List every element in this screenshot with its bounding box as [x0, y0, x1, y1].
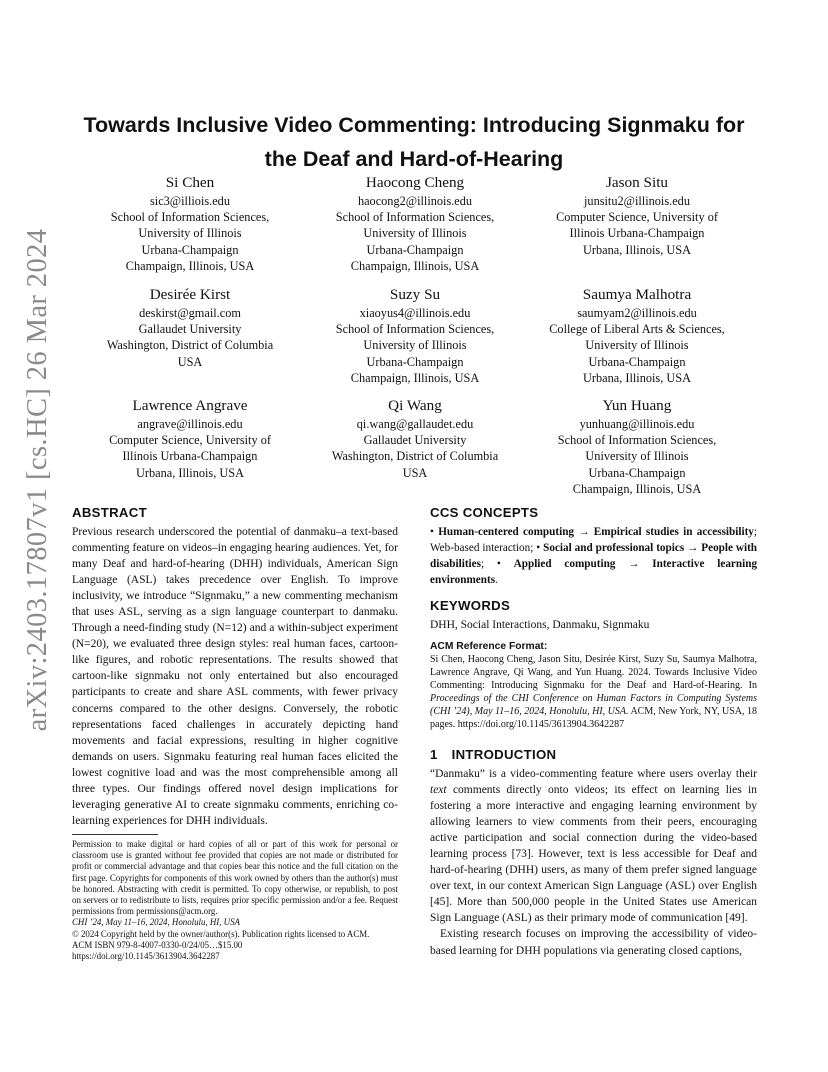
author-name: Qi Wang: [388, 397, 442, 414]
arrow: →: [687, 542, 699, 555]
author-affiliation: School of Information Sciences,: [110, 210, 270, 225]
author-email: angrave@illinois.edu: [137, 417, 243, 431]
introduction-heading: [430, 747, 757, 762]
author-name: Haocong Cheng: [365, 174, 465, 191]
author-affiliation: School of Information Sciences,: [335, 210, 495, 225]
ccs-text: [430, 524, 757, 588]
ccs-item: Interactive learning environments: [430, 558, 758, 587]
author-location: Urbana, Illinois, USA: [583, 242, 691, 257]
author-affiliation: Urbana-Champaign: [141, 242, 239, 257]
author-affiliation: Illinois Urbana-Champaign: [569, 226, 705, 241]
author-email: xiaoyus4@illinois.edu: [359, 306, 471, 320]
author-affiliation: College of Liberal Arts & Sciences,: [549, 322, 725, 337]
author-location: Champaign, Illinois, USA: [572, 481, 702, 496]
author-email: yunhuang@illinois.edu: [579, 417, 695, 431]
author-location: Champaign, Illinois, USA: [350, 258, 480, 273]
introduction-section: [430, 747, 757, 959]
author-block: [80, 173, 300, 274]
author-name: Si Chen: [165, 174, 215, 191]
ccs-item: Human-centered computing: [438, 526, 575, 538]
arrow: →: [628, 558, 640, 571]
author-email: saumyam2@illinois.edu: [577, 306, 697, 320]
abstract-heading: ABSTRACT: [72, 505, 147, 520]
arxiv-identifier-text: arXiv:2403.17807v1 [cs.HC] 26 Mar 2024: [22, 228, 53, 732]
separator: ;: [530, 542, 534, 555]
ccs-section: [430, 505, 757, 588]
keywords-section: [430, 598, 757, 633]
author-affiliation: School of Information Sciences,: [335, 322, 495, 337]
author-block: [305, 285, 525, 386]
author-block: [527, 173, 747, 258]
acm-reference-section: [430, 641, 757, 732]
author-block: [527, 396, 747, 497]
author-affiliation: Computer Science, University of: [556, 210, 718, 225]
doi-link[interactable]: https://doi.org/10.1145/3613904.3642287: [72, 951, 220, 962]
paper-title: [60, 108, 768, 176]
acm-reference-proceedings: Proceedings of the CHI Conference on Human Factors in Computing Systems (CHI ’24), May 11–16, 2024, Honolulu, HI, USA.: [430, 693, 757, 718]
acm-reference-publisher: ACM, New York, NY, USA, 18 pages. https://doi.org/10.1145/3613904.3642287: [430, 706, 758, 731]
author-affiliation: Computer Science, University of: [109, 433, 271, 448]
section-number: 1: [430, 747, 438, 762]
author-affiliation: University of Illinois: [138, 226, 242, 241]
venue-line: [72, 917, 398, 928]
author-affiliation: Gallaudet University: [138, 322, 242, 337]
author-name: Suzy Su: [389, 286, 441, 303]
intro-paragraph-1: [430, 766, 757, 926]
keywords-heading: KEYWORDS: [430, 598, 511, 613]
author-affiliation: Urbana-Champaign: [366, 242, 464, 257]
author-block: [305, 173, 525, 274]
author-block: [80, 396, 300, 481]
author-name: Desirée Kirst: [149, 286, 231, 303]
author-location: Champaign, Illinois, USA: [350, 370, 480, 385]
bullet: •: [536, 542, 541, 555]
author-name: Lawrence Angrave: [132, 397, 248, 414]
footnote-rule: [72, 834, 158, 835]
author-affiliation: Gallaudet University: [363, 433, 467, 448]
author-name: Saumya Malhotra: [582, 286, 692, 303]
author-name: Jason Situ: [605, 174, 669, 191]
author-email: deskirst@gmail.com: [139, 306, 241, 320]
author-location: Urbana, Illinois, USA: [136, 465, 244, 480]
abstract-text: Previous research underscored the potential of danmaku–a text-based commenting feature on videos–in engaging hearing audiences. Yet, for many Deaf and hard-of-hearing (DHH) individuals, American Sign Language (ASL) takes precedence over English. To improve inclusivity, we introduce “Signmaku,” a new commenting mechanism that uses ASL, serving as a sign language counterpart to danmaku. Through a need-finding study (N=12) and a within-subject experiment (N=20), we evaluated three design styles: real human faces, cartoon-like figures, and robotic representations. The results showed that cartoon-like signmaku not only entertained but also encouraged participants to create and share ASL comments, with fewer privacy concerns compared to the other designs. Conversely, the robotic representations faced challenges in accurately depicting hand movements and facial expressions, resulting in higher cognitive demands on users. Signmaku featuring real human faces elicited the lowest cognitive load and was the most comprehensible among all three types. Our findings offered novel design implications for leveraging generative AI to create signmaku comments, enriching co-learning experiences for DHH individuals.: [72, 526, 398, 827]
section-title: INTRODUCTION: [451, 747, 557, 762]
arrow: →: [578, 526, 590, 538]
author-email: junsitu2@illinois.edu: [584, 194, 690, 208]
author-affiliation: University of Illinois: [363, 226, 467, 241]
author-location: Washington, District of Columbia: [331, 449, 499, 464]
title-line-1: Towards Inclusive Video Commenting: Introducing Signmaku for: [83, 113, 745, 137]
intro-paragraph-2: Existing research focuses on improving the accessibility of video-based learning for DHH populations via generating closed captions,: [430, 928, 757, 957]
author-email: sic3@illiois.edu: [150, 194, 230, 208]
author-affiliation: University of Illinois: [585, 338, 689, 353]
author-affiliation: Urbana-Champaign: [366, 354, 464, 369]
author-affiliation: Urbana-Champaign: [588, 465, 686, 480]
period: .: [495, 574, 498, 587]
permission-block: [72, 839, 398, 962]
author-location: USA: [402, 465, 428, 480]
intro-p1-start: “Danmaku” is a video-commenting feature where users overlay their: [430, 768, 757, 780]
bullet: •: [496, 558, 501, 571]
author-affiliation: Illinois Urbana-Champaign: [122, 449, 258, 464]
title-line-2: the Deaf and Hard-of-Hearing: [264, 147, 564, 171]
acm-reference-heading: ACM Reference Format:: [430, 641, 548, 652]
separator: ;: [753, 526, 758, 538]
ccs-item: People with disabilities: [430, 542, 758, 571]
acm-reference-authors: Si Chen, Haocong Cheng, Jason Situ, Desirée Kirst, Suzy Su, Saumya Malhotra, Lawrence Angrave, Qi Wang, and Yun Huang. 2024. Towards Inclusive Video Commenting: Introducing Signmaku for the Deaf and Hard-of-Hearing. In: [430, 654, 757, 692]
author-affiliation: Urbana-Champaign: [588, 354, 686, 369]
author-affiliation: University of Illinois: [363, 338, 467, 353]
author-name: Yun Huang: [602, 397, 672, 414]
author-affiliation: School of Information Sciences,: [557, 433, 717, 448]
ccs-item: Applied computing: [513, 558, 616, 571]
author-block: [527, 285, 747, 386]
author-location: Washington, District of Columbia: [106, 338, 274, 353]
intro-p1-rest: comments directly onto videos; its effect on learning lies in fostering a more interactive and engaging learning environment by allowing learners to view comments from their peers, encouraging active participation and social connection during the video-based learning process [73]. However, text is less accessible for Deaf and hard-of-hearing (DHH) users, as many of them prefer signed language over text, in our context American Sign Language (ASL) over English [45]. More than 500,000 people in the United States use American Sign Language (ASL) as their primary mode of communication [49].: [430, 784, 757, 925]
acm-reference-text: [430, 653, 757, 732]
author-location: USA: [177, 354, 203, 369]
intro-p1-emphasis: text: [430, 784, 447, 797]
author-block: [80, 285, 300, 370]
permission-text: Permission to make digital or hard copies of all or part of this work for personal or classroom use is granted without fee provided that copies are not made or distributed for profit or commercial advantage and that copies bear this notice and the full citation on the first page. Copyrights for components of this work owned by others than the author(s) must be honored. Abstracting with credit is permitted. To copy otherwise, or republish, to post on servers or to redistribute to lists, requires prior specific permission and/or a fee. Request permissions from permissions@acm.org.: [72, 839, 398, 917]
ccs-heading: CCS CONCEPTS: [430, 505, 539, 520]
abstract-section: [72, 505, 398, 829]
isbn-line: ACM ISBN 979-8-4007-0330-0/24/05…$15.00: [72, 939, 243, 950]
copyright-line: © 2024 Copyright held by the owner/author(s). Publication rights licensed to ACM.: [72, 928, 370, 939]
bullet: •: [430, 526, 434, 538]
ccs-item: Social and professional topics: [543, 542, 685, 555]
ccs-item: Empirical studies in accessibility: [593, 526, 754, 538]
author-affiliation: University of Illinois: [585, 449, 689, 464]
ccs-item: Web-based interaction: [430, 542, 531, 555]
separator: ;: [480, 558, 485, 571]
author-email: haocong2@illinois.edu: [357, 194, 473, 208]
venue-text: CHI ’24, May 11–16, 2024, Honolulu, HI, USA: [72, 917, 240, 928]
keywords-text: DHH, Social Interactions, Danmaku, Signmaku: [430, 619, 650, 631]
author-location: Champaign, Illinois, USA: [125, 258, 255, 273]
author-block: [305, 396, 525, 481]
author-email: qi.wang@gallaudet.edu: [356, 417, 474, 431]
author-location: Urbana, Illinois, USA: [583, 370, 691, 385]
